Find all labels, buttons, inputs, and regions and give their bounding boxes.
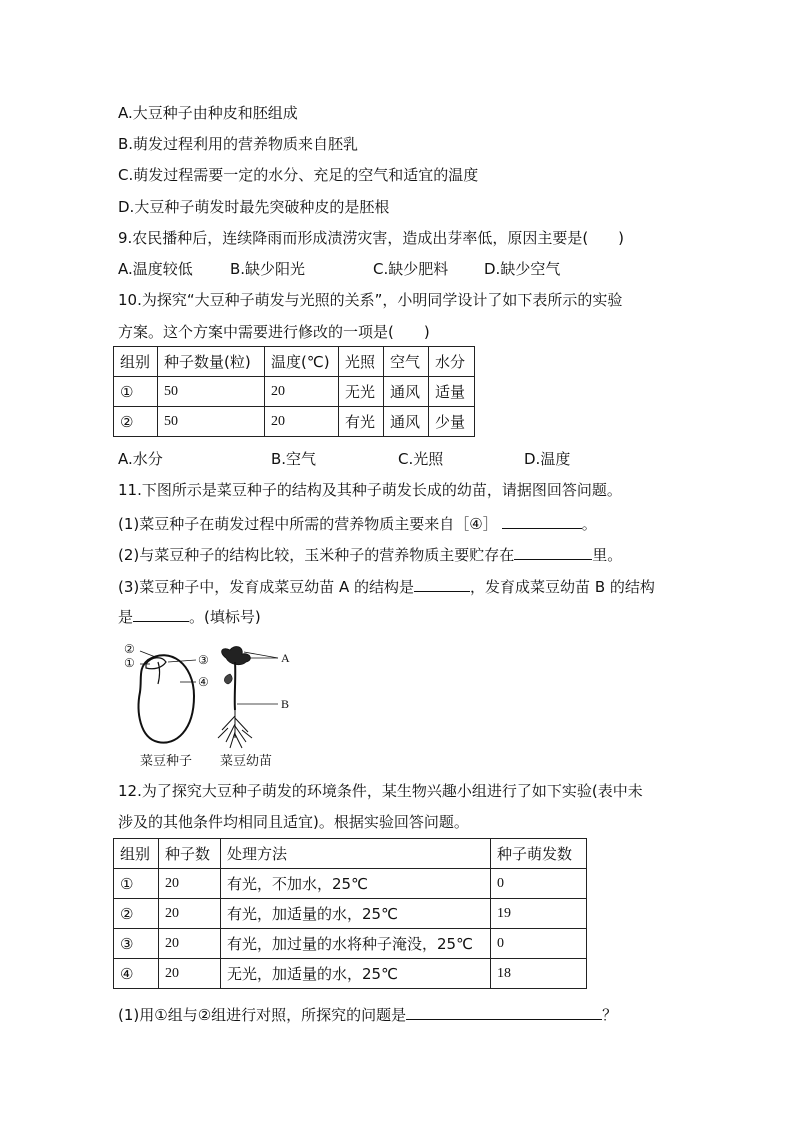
q10-option-d: D.温度 — [524, 450, 571, 468]
q8-option-c: C.萌发过程需要一定的水分、充足的空气和适宜的温度 — [118, 166, 479, 184]
table-cell: 0 — [491, 929, 587, 959]
table-header-cell: 温度(℃) — [265, 347, 339, 377]
table-row — [114, 407, 475, 437]
table-row — [114, 377, 475, 407]
q11-sub3 — [118, 575, 655, 597]
seedling-caption: 菜豆幼苗 — [220, 754, 273, 769]
q11-sub1-text: (1)菜豆种子在萌发过程中所需的营养物质主要来自［④］ — [118, 515, 498, 533]
q12-stem-line1: 12.为了探究大豆种子萌发的环境条件，某生物兴趣小组进行了如下实验(表中未 — [118, 782, 643, 800]
table-header-cell: 种子数量(粒) — [158, 347, 265, 377]
q11-sub2 — [118, 543, 622, 565]
q10-option-a: A.水分 — [118, 450, 163, 468]
table-header-cell: 种子萌发数 — [491, 839, 587, 869]
table-cell: ④ — [114, 959, 159, 989]
answer-blank[interactable] — [406, 1003, 602, 1020]
table-cell: 20 — [159, 899, 221, 929]
answer-blank[interactable] — [414, 575, 470, 592]
table-header-cell: 水分 — [429, 347, 475, 377]
table-cell: 通风 — [384, 407, 429, 437]
table-row — [114, 869, 587, 899]
seed-radicle — [158, 662, 160, 684]
q9-option-a: A.温度较低 — [118, 260, 193, 278]
q9-option-c: C.缺少肥料 — [373, 260, 449, 278]
q12-table — [113, 838, 587, 989]
seed-caption: 菜豆种子 — [140, 754, 193, 769]
q11-figure — [118, 638, 318, 768]
q9-option-d: D.缺少空气 — [484, 260, 561, 278]
seedling-stem — [235, 662, 236, 710]
table-header-cell: 光照 — [339, 347, 384, 377]
table-cell: 18 — [491, 959, 587, 989]
table-cell: 少量 — [429, 407, 475, 437]
table-header-cell: 组别 — [114, 839, 159, 869]
table-cell: 有光，加过量的水将种子淹没，25℃ — [221, 929, 491, 959]
q12-sub1-text: (1)用①组与②组进行对照，所探究的问题是 — [118, 1006, 407, 1024]
answer-blank[interactable] — [133, 605, 189, 622]
table-row — [114, 929, 587, 959]
q12-stem-line2: 涉及的其他条件均相同且适宜)。根据实验回答问题。 — [118, 813, 469, 831]
seedling-label-a: A — [281, 651, 290, 665]
q11-sub3-text: (3)菜豆种子中，发育成菜豆幼苗 A 的结构是 — [118, 578, 415, 596]
q9-option-b: B.缺少阳光 — [230, 260, 306, 278]
q11-stem: 11.下图所示是菜豆种子的结构及其种子萌发长成的幼苗，请据图回答问题。 — [118, 481, 622, 499]
table-cell: ② — [114, 899, 159, 929]
table-header-row — [114, 347, 475, 377]
q12-sub1-end: ？ — [602, 1006, 618, 1024]
q11-sub3-line2-end: 。(填标号) — [189, 608, 261, 626]
table-cell: 0 — [491, 869, 587, 899]
table-cell: ② — [114, 407, 158, 437]
seedling-leaves — [222, 647, 251, 665]
q9-options — [118, 259, 638, 279]
answer-blank[interactable] — [514, 543, 592, 560]
seedling-label-b: B — [281, 697, 290, 711]
table-row — [114, 899, 587, 929]
table-cell: ① — [114, 377, 158, 407]
q11-sub1 — [118, 512, 597, 534]
seed-label-4: ④ — [198, 675, 209, 689]
table-cell: 20 — [159, 929, 221, 959]
q10-stem-line1: 10.为探究“大豆种子萌发与光照的关系”，小明同学设计了如下表所示的实验 — [118, 291, 623, 309]
q9-stem: 9.农民播种后，连续降雨而形成渍涝灾害，造成出芽率低，原因主要是( ) — [118, 229, 625, 247]
seed-label-3: ③ — [198, 653, 209, 667]
table-cell: 有光，不加水，25℃ — [221, 869, 491, 899]
table-header-cell: 处理方法 — [221, 839, 491, 869]
q11-sub2-end: 里。 — [592, 546, 623, 564]
answer-blank[interactable] — [502, 512, 582, 529]
table-cell: 20 — [159, 959, 221, 989]
table-cell: 有光 — [339, 407, 384, 437]
table-cell: 19 — [491, 899, 587, 929]
q11-sub3-line2-text: 是 — [118, 608, 134, 626]
leader-line-2 — [140, 651, 158, 658]
q11-sub1-end: 。 — [581, 515, 597, 533]
leader-line-3 — [168, 660, 196, 662]
table-cell: 有光，加适量的水，25℃ — [221, 899, 491, 929]
q12-sub1 — [118, 1003, 617, 1025]
q8-option-b: B.萌发过程利用的营养物质来自胚乳 — [118, 135, 359, 153]
q8-option-d: D.大豆种子萌发时最先突破种皮的是胚根 — [118, 198, 390, 216]
table-cell: 20 — [265, 407, 339, 437]
q10-table — [113, 346, 475, 437]
table-cell: 50 — [158, 407, 265, 437]
q11-sub3-line2 — [118, 605, 261, 627]
table-cell: 20 — [265, 377, 339, 407]
table-cell: 50 — [158, 377, 265, 407]
q10-option-c: C.光照 — [398, 450, 444, 468]
table-header-cell: 种子数 — [159, 839, 221, 869]
table-header-cell: 组别 — [114, 347, 158, 377]
q10-option-b: B.空气 — [271, 450, 317, 468]
seed-label-2: ② — [124, 642, 135, 656]
table-cell: ③ — [114, 929, 159, 959]
table-row — [114, 959, 587, 989]
table-cell: 适量 — [429, 377, 475, 407]
seedling-roots — [218, 710, 252, 748]
q10-stem-line2: 方案。这个方案中需要进行修改的一项是( ) — [118, 323, 430, 341]
table-header-cell: 空气 — [384, 347, 429, 377]
q11-sub2-text: (2)与菜豆种子的结构比较，玉米种子的营养物质主要贮存在 — [118, 546, 515, 564]
table-cell: 20 — [159, 869, 221, 899]
table-cell: 无光，加适量的水，25℃ — [221, 959, 491, 989]
table-cell: ① — [114, 869, 159, 899]
q11-sub3-mid: ，发育成菜豆幼苗 B 的结构 — [470, 578, 655, 596]
q10-options — [118, 449, 638, 469]
table-cell: 通风 — [384, 377, 429, 407]
seedling-cotyledon — [224, 674, 232, 684]
table-cell: 无光 — [339, 377, 384, 407]
table-header-row — [114, 839, 587, 869]
q8-option-a: A.大豆种子由种皮和胚组成 — [118, 104, 298, 122]
seed-label-1: ① — [124, 656, 135, 670]
